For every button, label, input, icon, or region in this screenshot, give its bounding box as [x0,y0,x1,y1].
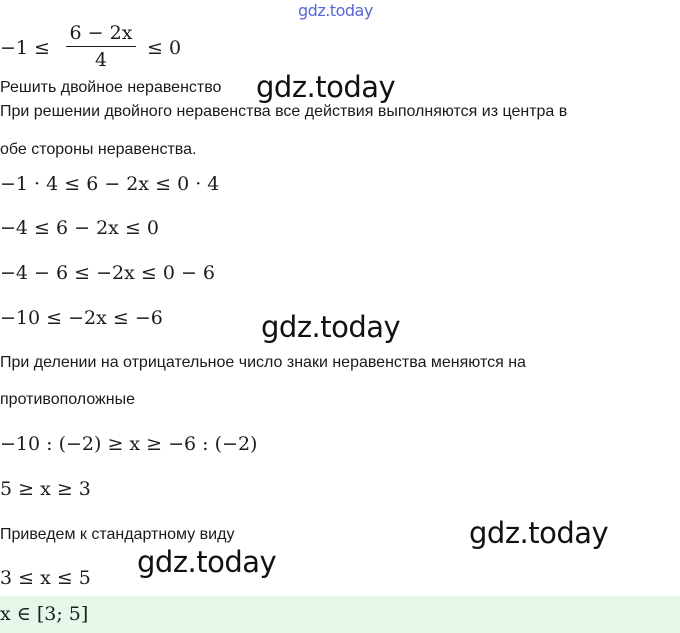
watermark-3: gdz.today [469,516,609,550]
step-standard: 3 ≤ x ≤ 5 [0,567,91,589]
text-rule-line-1: При решении двойного неравенства все действия выполняются из центра в [0,103,568,120]
step-result-3: 5 ≥ x ≥ 3 [0,478,91,500]
inequality-left: −1 ≤ [0,37,50,59]
fraction-bar [66,46,136,47]
watermark-top: gdz.today [298,1,373,20]
step-result-2: −10 ≤ −2x ≤ −6 [0,307,163,329]
step-multiply: −1 · 4 ≤ 6 − 2x ≤ 0 · 4 [0,173,220,195]
inequality-right: ≤ 0 [147,37,182,59]
step-subtract: −4 − 6 ≤ −2x ≤ 0 − 6 [0,262,215,284]
text-standard: Приведем к стандартному виду [0,526,235,543]
step-divide: −10 : (−2) ≥ x ≥ −6 : (−2) [0,433,258,455]
text-negative-line-1: При делении на отрицательное число знаки неравенства меняются на [0,354,526,371]
fraction [66,22,136,71]
watermark-4: gdz.today [137,545,277,579]
fraction-denominator: 4 [94,49,108,71]
text-rule-line-2: обе стороны неравенства. [0,141,197,158]
step-result-1: −4 ≤ 6 − 2x ≤ 0 [0,217,159,239]
watermark-2: gdz.today [261,310,401,344]
text-solve: Решить двойное неравенство [0,79,222,96]
answer-box [0,596,680,633]
answer-text: x ∈ [3; 5] [0,603,89,625]
fraction-numerator: 6 − 2x [69,22,133,44]
watermark-1: gdz.today [256,70,396,104]
text-negative-line-2: противоположные [0,391,135,408]
